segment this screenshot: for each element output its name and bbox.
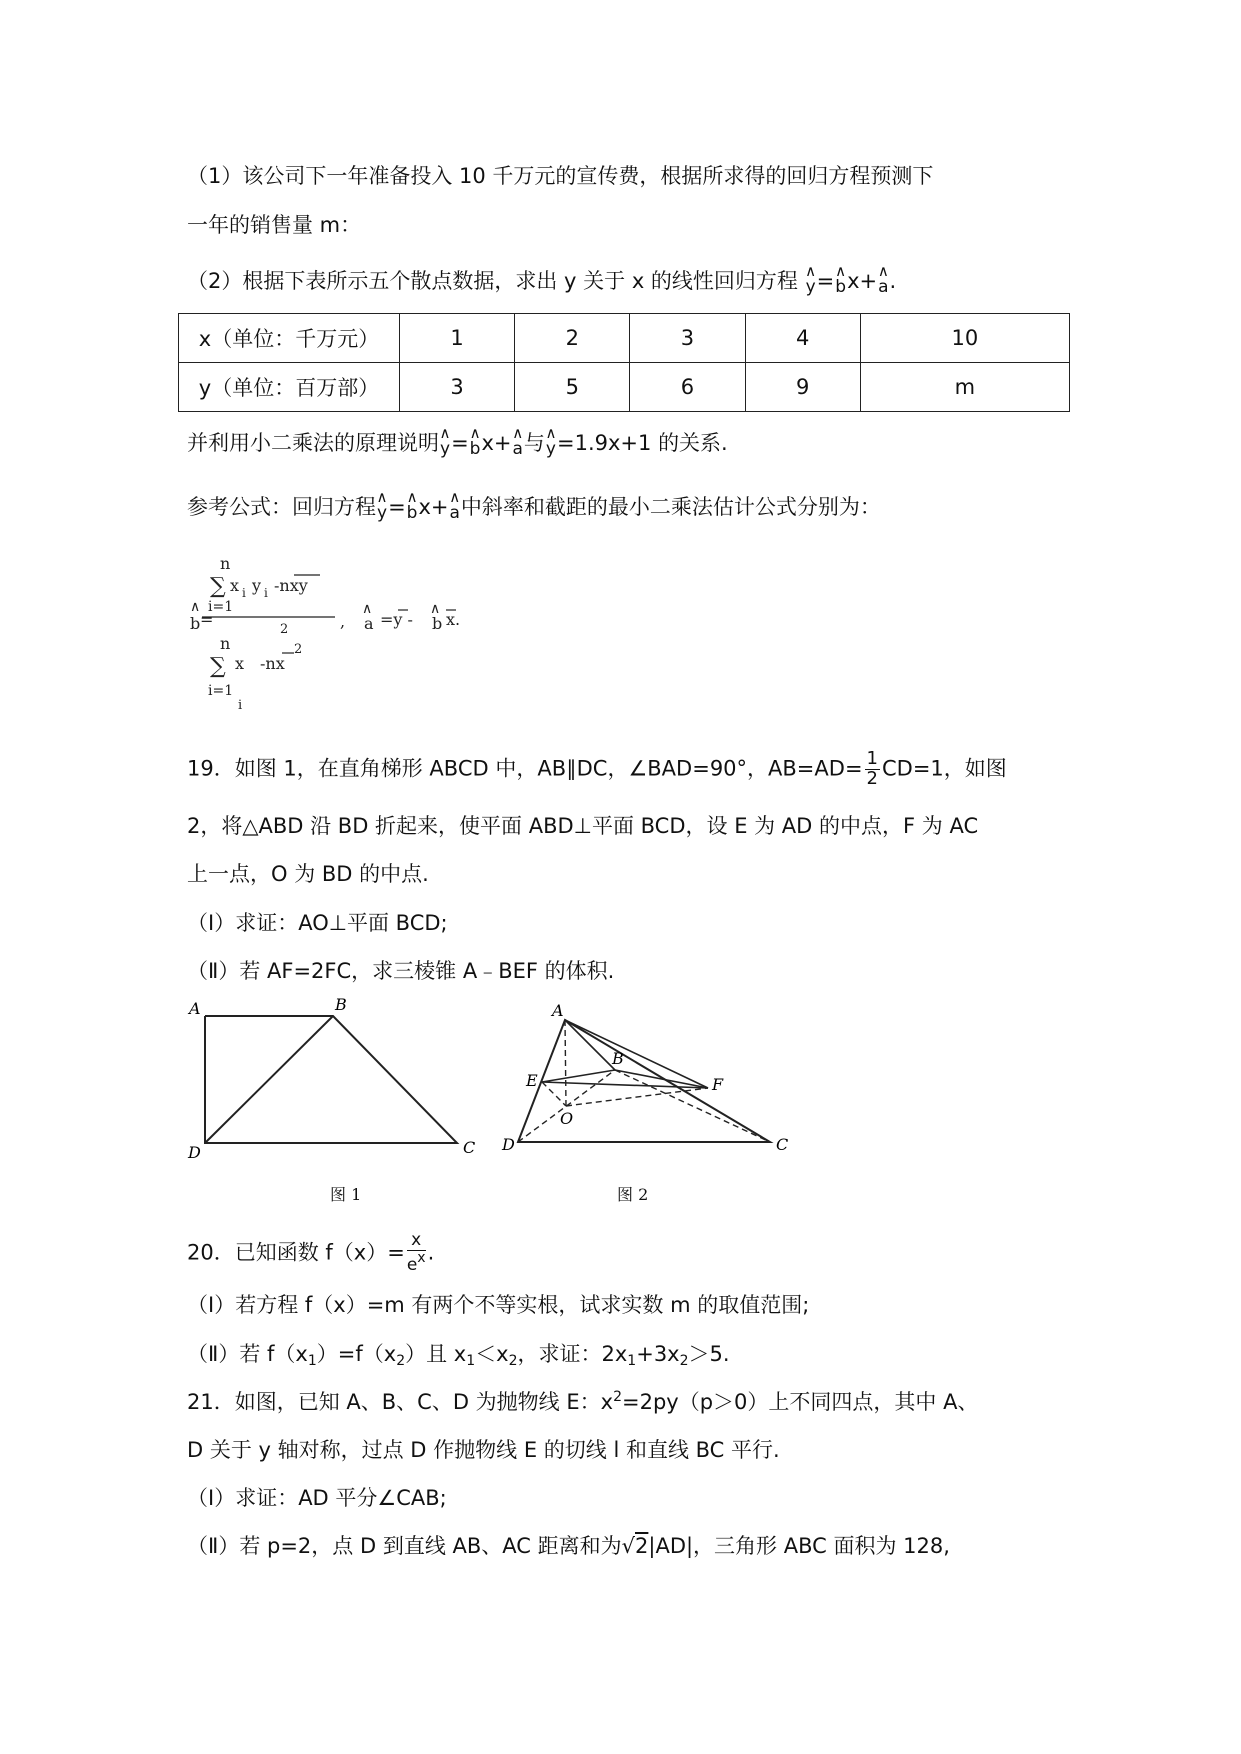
- table-cell: 1: [400, 314, 515, 363]
- svg-text:2: 2: [280, 622, 289, 637]
- figure-2-caption: 图 2: [617, 1185, 649, 1204]
- svg-text:C: C: [463, 1138, 476, 1157]
- svg-text:D: D: [502, 1135, 515, 1154]
- svg-text:b: b: [190, 614, 201, 633]
- svg-text:n: n: [220, 555, 231, 573]
- svg-text:∧: ∧: [190, 599, 201, 615]
- table-cell: 2: [515, 314, 630, 363]
- svg-text:x.: x.: [446, 610, 461, 629]
- svg-text:i: i: [264, 586, 268, 600]
- svg-text:F: F: [712, 1075, 724, 1094]
- svg-text:=y -: =y -: [380, 610, 413, 629]
- svg-text:x: x: [235, 654, 245, 673]
- table-cell: 10: [860, 314, 1069, 363]
- table-cell: m: [860, 363, 1069, 412]
- svg-text:∧: ∧: [362, 601, 373, 617]
- table-cell: 6: [630, 363, 745, 412]
- svg-text:∑: ∑: [210, 654, 226, 679]
- table-cell: 3: [630, 314, 745, 363]
- table-header-cell: y（单位：百万部）: [179, 363, 400, 412]
- explain-line: 并利用小二乘法的原理说明∧ y=∧ bx+∧ a与∧ y=1.9x+1 的关系.: [187, 427, 728, 458]
- q19-line1: 19．如图 1，在直角梯形 ABCD 中，AB∥DC，∠BAD=90°，AB=AD= $\frac{1}{2}$ CD=1，如图: [187, 748, 1007, 789]
- figure-2-pyramid: [500, 1000, 800, 1170]
- q19-part-ii: （Ⅱ）若 AF=2FC，求三棱锥 A﹣BEF 的体积.: [187, 959, 615, 983]
- figure-1-trapezoid: [185, 990, 485, 1160]
- table-cell: 5: [515, 363, 630, 412]
- q21-line1: 21．如图，已知 A、B、C、D 为抛物线 E：$x^2=2py(p>0)$上不同四点，其中 A、: [187, 1389, 979, 1414]
- svg-text:O: O: [560, 1109, 574, 1128]
- svg-text:i=1: i=1: [208, 683, 234, 699]
- svg-text:A: A: [189, 999, 201, 1018]
- part1-line2: 一年的销售量 m：: [187, 213, 362, 237]
- svg-text:2: 2: [294, 642, 303, 657]
- svg-text:i: i: [238, 698, 243, 713]
- table-cell: 3: [400, 363, 515, 412]
- table-cell: 9: [745, 363, 860, 412]
- svg-text:a: a: [364, 614, 374, 633]
- q21-part-i: （Ⅰ）求证：AD 平分∠CAB;: [187, 1486, 447, 1510]
- svg-text:b: b: [432, 614, 443, 633]
- svg-text:,: ,: [340, 612, 346, 631]
- svg-text:x: x: [230, 576, 240, 595]
- svg-text:y: y: [252, 576, 262, 595]
- q19-line3: 上一点，O 为 BD 的中点.: [187, 862, 429, 886]
- part1-line1: （1）该公司下一年准备投入 10 千万元的宣传费，根据所求得的回归方程预测下: [187, 164, 934, 188]
- q19-line2: 2，将△ABD 沿 BD 折起来，使平面 ABD⊥平面 BCD，设 E 为 AD 的中点，F 为 AC: [187, 814, 979, 838]
- sqrt-symbol: √: [621, 1534, 635, 1558]
- svg-text:-nx: -nx: [260, 654, 285, 673]
- q19-part-i: （Ⅰ）求证：AO⊥平面 BCD;: [187, 911, 448, 935]
- figure-1-caption: 图 1: [330, 1185, 362, 1204]
- reference-line: 参考公式：回归方程∧ y=∧ bx+∧ a中斜率和截距的最小二乘法估计公式分别为：: [187, 491, 881, 522]
- svg-text:B: B: [335, 995, 347, 1014]
- table-header-cell: x（单位：千万元）: [179, 314, 400, 363]
- svg-text:∑: ∑: [210, 574, 226, 599]
- svg-text:A: A: [552, 1001, 564, 1020]
- svg-text:E: E: [526, 1071, 538, 1090]
- table-row: [179, 314, 1070, 363]
- svg-text:=: =: [200, 610, 214, 629]
- svg-text:B: B: [612, 1049, 624, 1068]
- table-cell: 4: [745, 314, 860, 363]
- q20-part-i: （Ⅰ）若方程 f（x）=m 有两个不等实根，试求实数 m 的取值范围;: [187, 1293, 810, 1317]
- q21-part-ii: （Ⅱ）若 p=2，点 D 到直线 AB、AC 距离和为√2|AD|，三角形 ABC 面积为 128,: [187, 1534, 950, 1558]
- data-table: [178, 313, 1070, 412]
- svg-text:i=1: i=1: [208, 599, 234, 615]
- q21-line2: D 关于 y 轴对称，过点 D 作抛物线 E 的切线 l 和直线 BC 平行.: [187, 1438, 780, 1462]
- svg-text:∧: ∧: [430, 601, 441, 617]
- table-row: [179, 363, 1070, 412]
- svg-text:C: C: [776, 1135, 789, 1154]
- part2-line: （2）根据下表所示五个散点数据，求出 y 关于 x 的线性回归方程 ∧ y=∧ bx+∧ a.: [187, 265, 896, 296]
- svg-text:-nxy: -nxy: [274, 576, 308, 595]
- q20-part-ii: （Ⅱ）若 $f(x_1)=f(x_2)$且 $x_1<x_2$，求证：$2x_1+3x_2>5$.: [187, 1342, 730, 1369]
- svg-text:D: D: [188, 1143, 201, 1160]
- svg-text:i: i: [242, 586, 246, 600]
- q20-line1: 20．已知函数 f（x）= $\frac{x}{e^x}$ .: [187, 1230, 435, 1275]
- svg-text:n: n: [220, 634, 231, 653]
- least-squares-formula: [190, 555, 550, 715]
